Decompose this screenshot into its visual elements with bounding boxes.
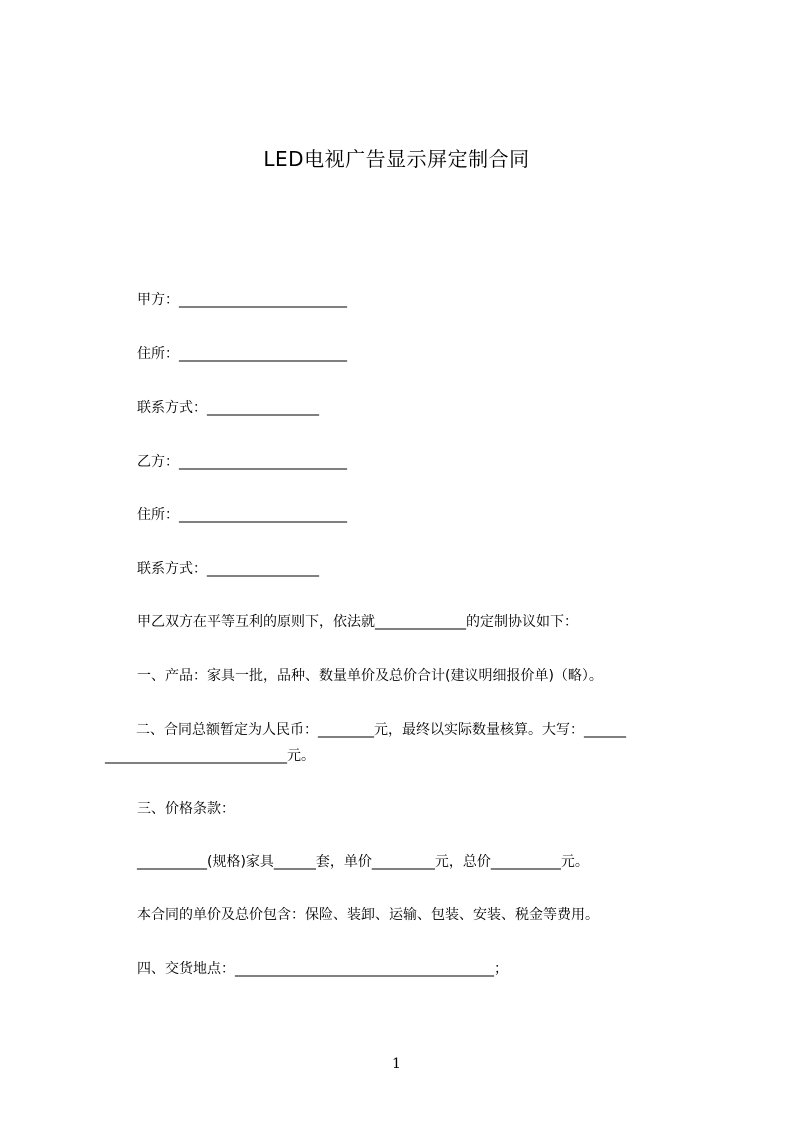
contract-title: LED电视广告显示屏定制合同 bbox=[263, 147, 530, 171]
clause-4-delivery-place: 四、交货地点：_____________________________________； bbox=[137, 961, 508, 977]
party-b-contact-line: 联系方式：________________ bbox=[137, 561, 319, 577]
party-b-address-line: 住所：________________________ bbox=[137, 507, 347, 523]
clause-3-heading: 三、价格条款： bbox=[137, 801, 235, 817]
party-a-line: 甲方：________________________ bbox=[137, 292, 347, 308]
party-b-line: 乙方：________________________ bbox=[137, 454, 347, 470]
clause-3-price-line: __________(规格)家具______套，单价_________元，总价__________元。 bbox=[137, 854, 589, 870]
clause-1-product: 一、产品：家具一批，品种、数量单价及总价合计(建议明细报价单)（略）。 bbox=[137, 668, 603, 684]
page-number: 1 bbox=[392, 1056, 401, 1072]
clause-3-included-costs: 本合同的单价及总价包含：保险、装卸、运输、包装、安装、税金等费用。 bbox=[137, 907, 599, 923]
clause-2-total-amount: 二、合同总额暂定为人民币：________元，最终以实际数量核算。大写：______ __________________________元。 bbox=[105, 722, 626, 764]
party-a-address-line: 住所：________________________ bbox=[137, 346, 347, 362]
party-a-contact-line: 联系方式：________________ bbox=[137, 400, 319, 416]
preamble-paragraph: 甲乙双方在平等互利的原则下，依法就_____________的定制协议如下： bbox=[137, 614, 578, 630]
